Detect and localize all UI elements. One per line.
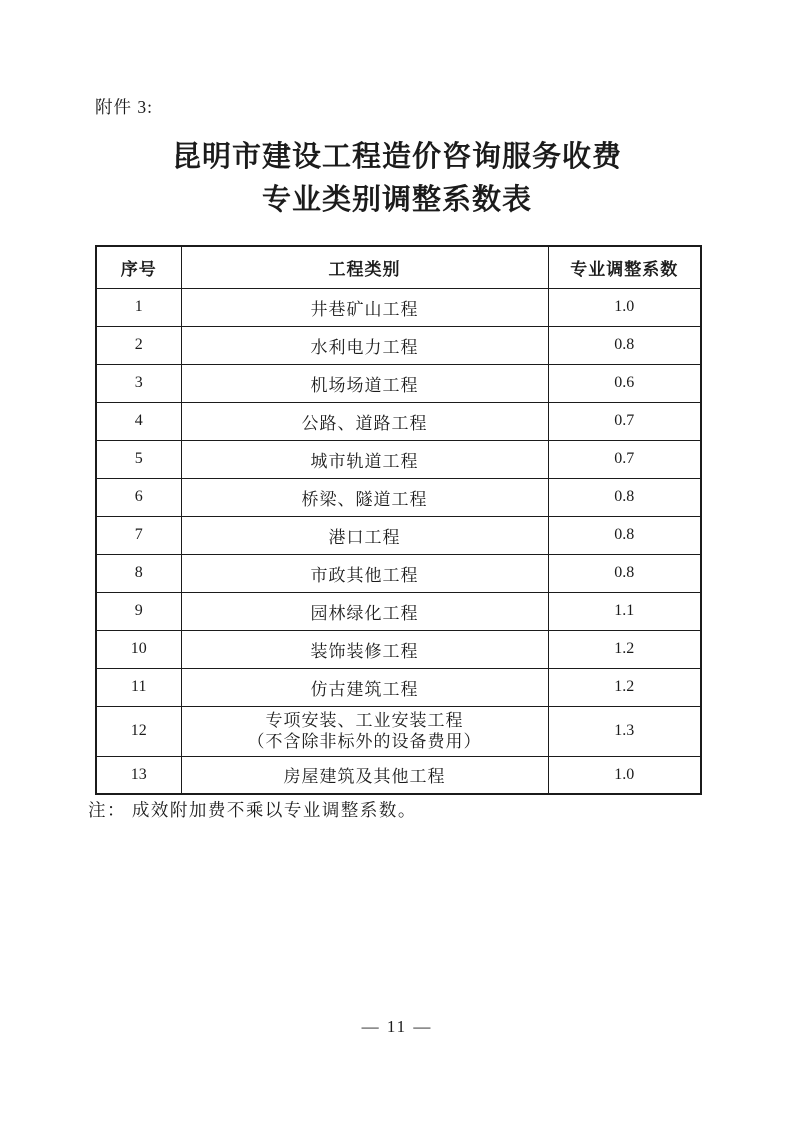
category-line2: （不含除非标外的设备费用） — [247, 732, 482, 751]
table-row — [96, 554, 701, 592]
page-number: — 11 — — [361, 1017, 433, 1036]
cell-coefficient: 0.8 — [548, 516, 701, 554]
document-title-line1: 昆明市建设工程造价咨询服务收费 — [171, 141, 622, 173]
table-row — [96, 668, 701, 706]
footnote: 注： 成效附加费不乘以专业调整系数。 — [88, 800, 417, 820]
table-row — [96, 402, 701, 440]
cell-seq-no: 10 — [96, 630, 181, 668]
table-row — [96, 326, 701, 364]
cell-coefficient: 0.7 — [548, 402, 701, 440]
cell-category: 公路、道路工程 — [181, 402, 548, 440]
document-title-line2: 专业类别调整系数表 — [261, 184, 532, 216]
cell-category — [181, 706, 548, 756]
table-row — [96, 516, 701, 554]
cell-seq-no: 5 — [96, 440, 181, 478]
cell-category: 水利电力工程 — [181, 326, 548, 364]
table-row — [96, 756, 701, 794]
table-row — [96, 364, 701, 402]
cell-coefficient: 0.8 — [548, 326, 701, 364]
cell-category: 井巷矿山工程 — [181, 288, 548, 326]
cell-seq-no: 7 — [96, 516, 181, 554]
cell-seq-no: 2 — [96, 326, 181, 364]
cell-coefficient: 1.0 — [548, 756, 701, 794]
cell-coefficient: 0.8 — [548, 554, 701, 592]
table-row — [96, 478, 701, 516]
cell-seq-no: 1 — [96, 288, 181, 326]
coefficient-table — [95, 245, 702, 795]
cell-coefficient: 1.1 — [548, 592, 701, 630]
cell-category: 市政其他工程 — [181, 554, 548, 592]
cell-category: 装饰装修工程 — [181, 630, 548, 668]
cell-category: 机场场道工程 — [181, 364, 548, 402]
cell-coefficient: 1.0 — [548, 288, 701, 326]
table-row — [96, 706, 701, 756]
cell-category: 仿古建筑工程 — [181, 668, 548, 706]
header-seq-no: 序号 — [96, 246, 181, 288]
cell-category: 城市轨道工程 — [181, 440, 548, 478]
cell-coefficient: 0.7 — [548, 440, 701, 478]
cell-coefficient: 0.6 — [548, 364, 701, 402]
header-adjust-coefficient: 专业调整系数 — [548, 246, 701, 288]
attachment-label: 附件 3: — [95, 97, 153, 117]
document-title — [0, 136, 794, 222]
cell-seq-no: 13 — [96, 756, 181, 794]
table-row — [96, 630, 701, 668]
cell-coefficient: 1.3 — [548, 706, 701, 756]
cell-category: 桥梁、隧道工程 — [181, 478, 548, 516]
cell-category: 房屋建筑及其他工程 — [181, 756, 548, 794]
cell-category: 园林绿化工程 — [181, 592, 548, 630]
table-row — [96, 288, 701, 326]
header-project-category: 工程类别 — [181, 246, 548, 288]
table-header-row — [96, 246, 701, 288]
cell-seq-no: 3 — [96, 364, 181, 402]
cell-coefficient: 1.2 — [548, 630, 701, 668]
table-row — [96, 440, 701, 478]
cell-seq-no: 6 — [96, 478, 181, 516]
cell-seq-no: 8 — [96, 554, 181, 592]
cell-coefficient: 1.2 — [548, 668, 701, 706]
cell-seq-no: 12 — [96, 706, 181, 756]
cell-category: 港口工程 — [181, 516, 548, 554]
category-line1: 专项安装、工业安装工程 — [265, 711, 464, 730]
cell-seq-no: 9 — [96, 592, 181, 630]
cell-seq-no: 11 — [96, 668, 181, 706]
table-row — [96, 592, 701, 630]
cell-coefficient: 0.8 — [548, 478, 701, 516]
cell-seq-no: 4 — [96, 402, 181, 440]
